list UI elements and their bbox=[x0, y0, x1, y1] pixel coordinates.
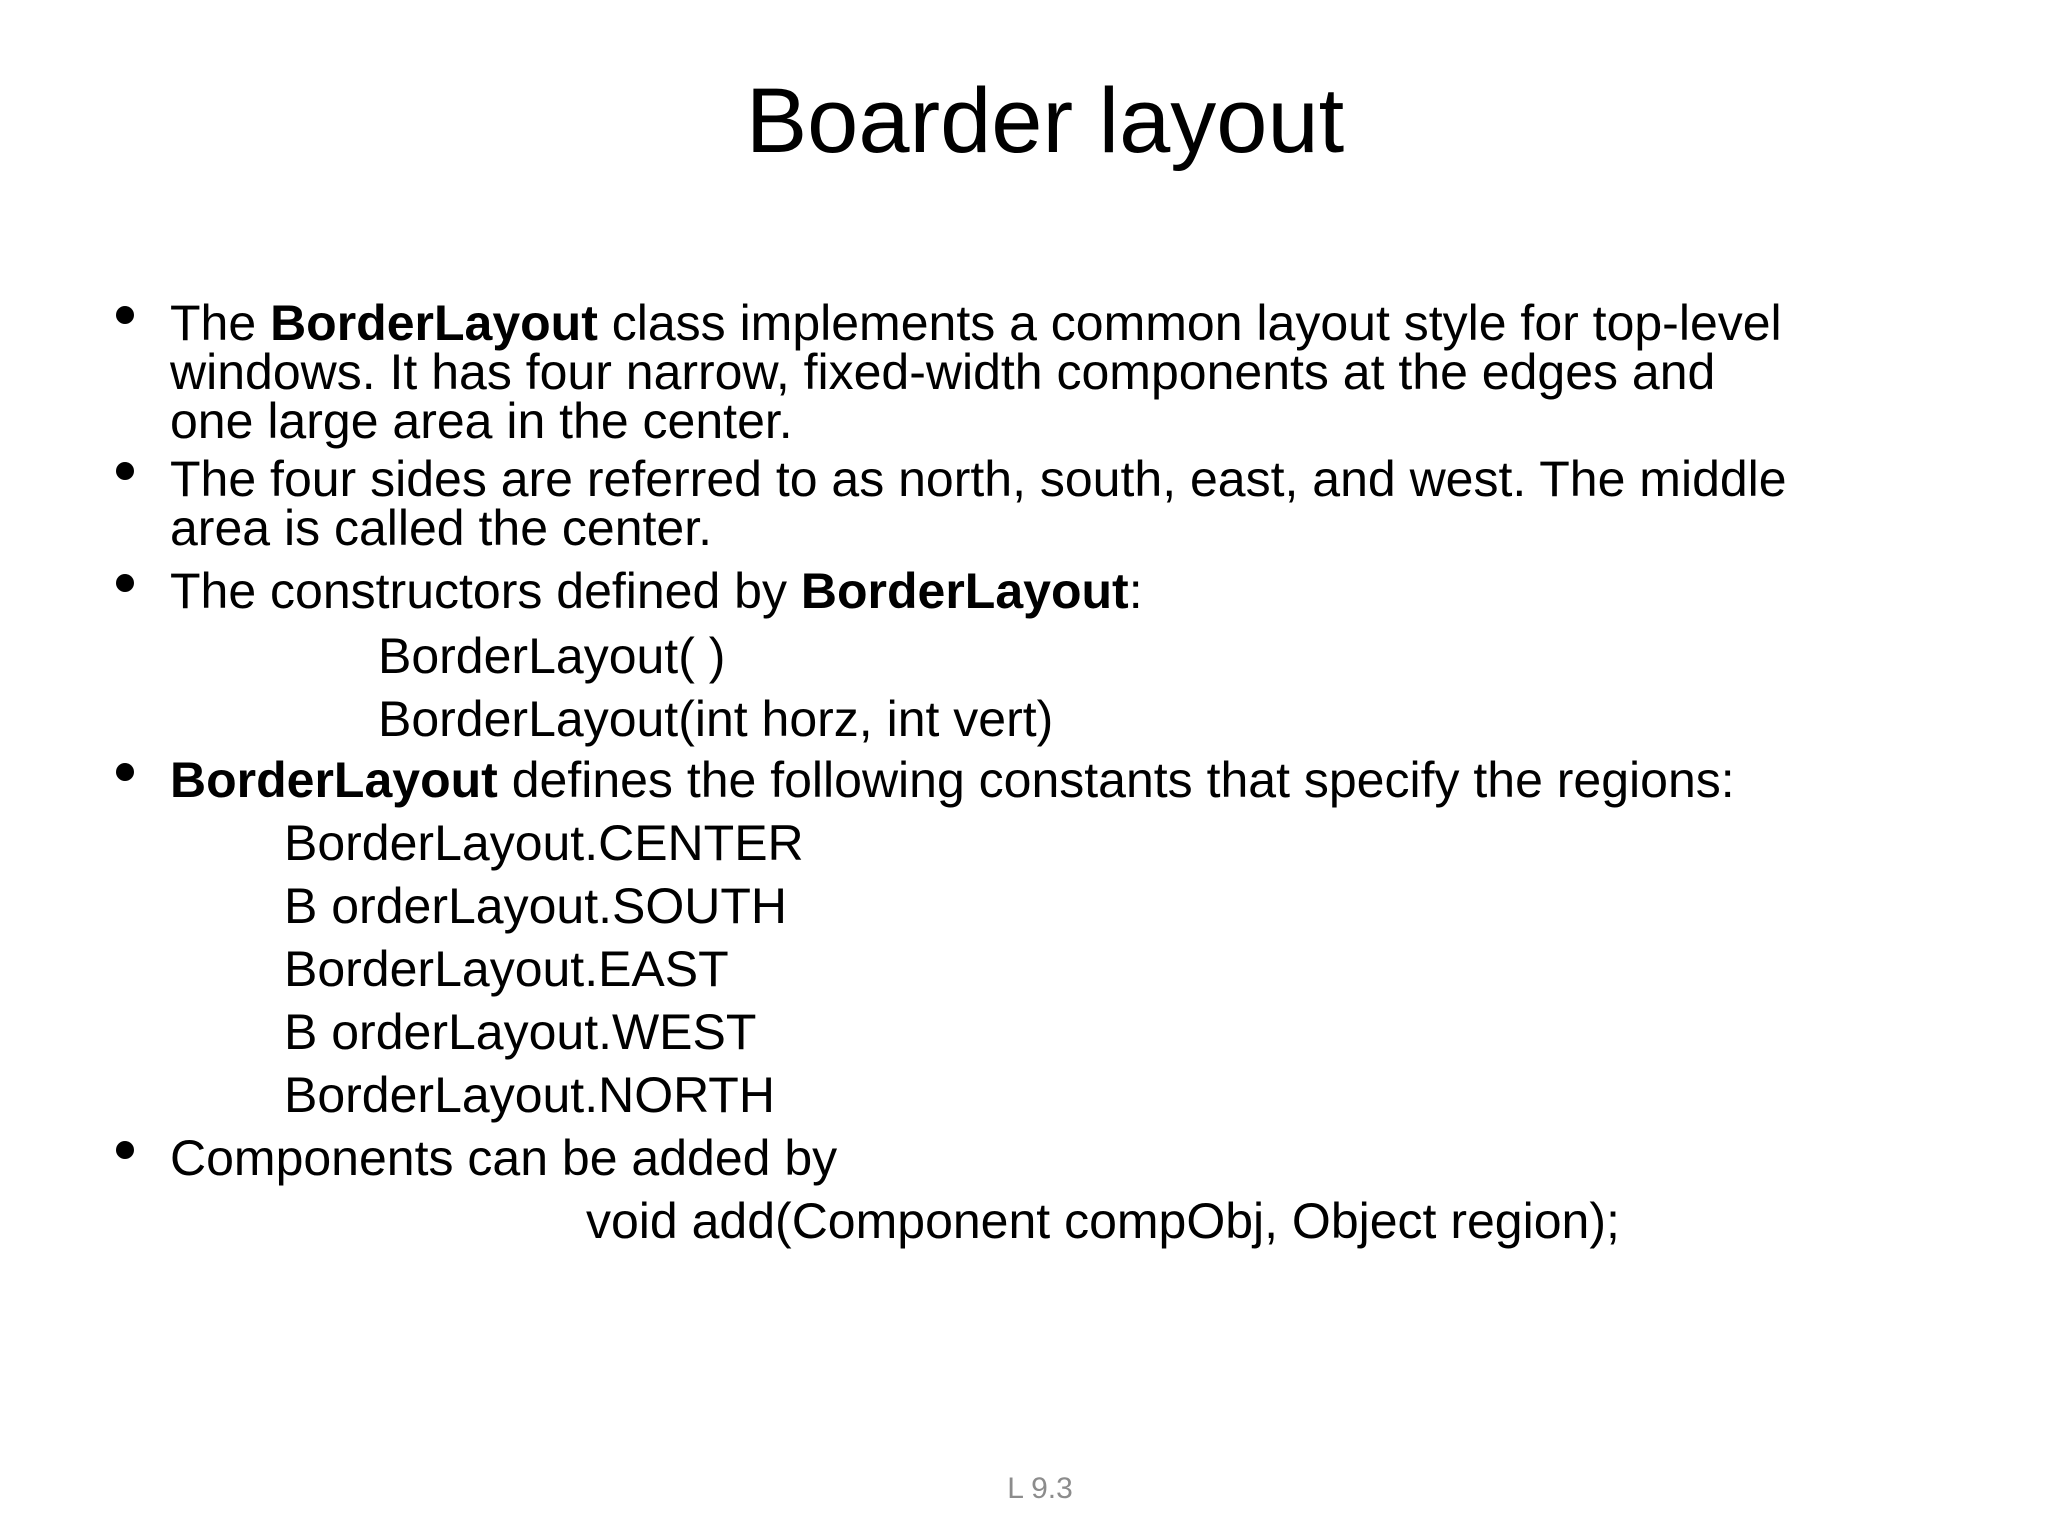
bullet-1-text: class implements a common layout style for top-level bbox=[597, 295, 1782, 351]
bullet-1-text: The bbox=[170, 295, 271, 351]
bullet-marker bbox=[116, 1141, 134, 1159]
bullet-marker bbox=[116, 574, 134, 592]
constructor-line: BorderLayout( ) bbox=[378, 628, 726, 684]
bullet-marker bbox=[116, 306, 134, 324]
bullet-2-line-1: The four sides are referred to as north, south, east, and west. The middle bbox=[170, 451, 1787, 507]
bullet-3-text: The constructors defined by bbox=[170, 563, 801, 619]
bullet-1-line-2: windows. It has four narrow, fixed-width components at the edges and bbox=[170, 344, 1716, 400]
bullet-marker bbox=[116, 462, 134, 480]
slide-title: Boarder layout bbox=[745, 70, 1345, 172]
constant-line: BorderLayout.CENTER bbox=[284, 815, 804, 871]
bullet-4-line-1 bbox=[170, 752, 1735, 808]
constructor-line: BorderLayout(int horz, int vert) bbox=[378, 691, 1054, 747]
bullet-1-line-3: one large area in the center. bbox=[170, 393, 793, 449]
constant-line: B orderLayout.SOUTH bbox=[284, 878, 787, 934]
bullet-3-keyword: BorderLayout bbox=[800, 563, 1129, 619]
bullet-3-line-1 bbox=[170, 563, 1143, 619]
bullet-2-line-2: area is called the center. bbox=[170, 500, 712, 556]
method-signature-line: void add(Component compObj, Object region); bbox=[586, 1193, 1620, 1249]
slide-number: L 9.3 bbox=[1007, 1472, 1073, 1505]
bullet-3-text: : bbox=[1128, 563, 1143, 619]
bullet-4-keyword: BorderLayout bbox=[170, 752, 498, 808]
bullet-5-line-1: Components can be added by bbox=[170, 1130, 838, 1186]
bullet-marker bbox=[116, 763, 134, 781]
constant-line: B orderLayout.WEST bbox=[284, 1004, 757, 1060]
bullet-1-keyword: BorderLayout bbox=[270, 295, 598, 351]
bullet-4-text: defines the following constants that specify the regions: bbox=[497, 752, 1735, 808]
constant-line: BorderLayout.EAST bbox=[284, 941, 729, 997]
bullet-1-line-1 bbox=[170, 295, 1782, 351]
constant-line: BorderLayout.NORTH bbox=[284, 1067, 775, 1123]
